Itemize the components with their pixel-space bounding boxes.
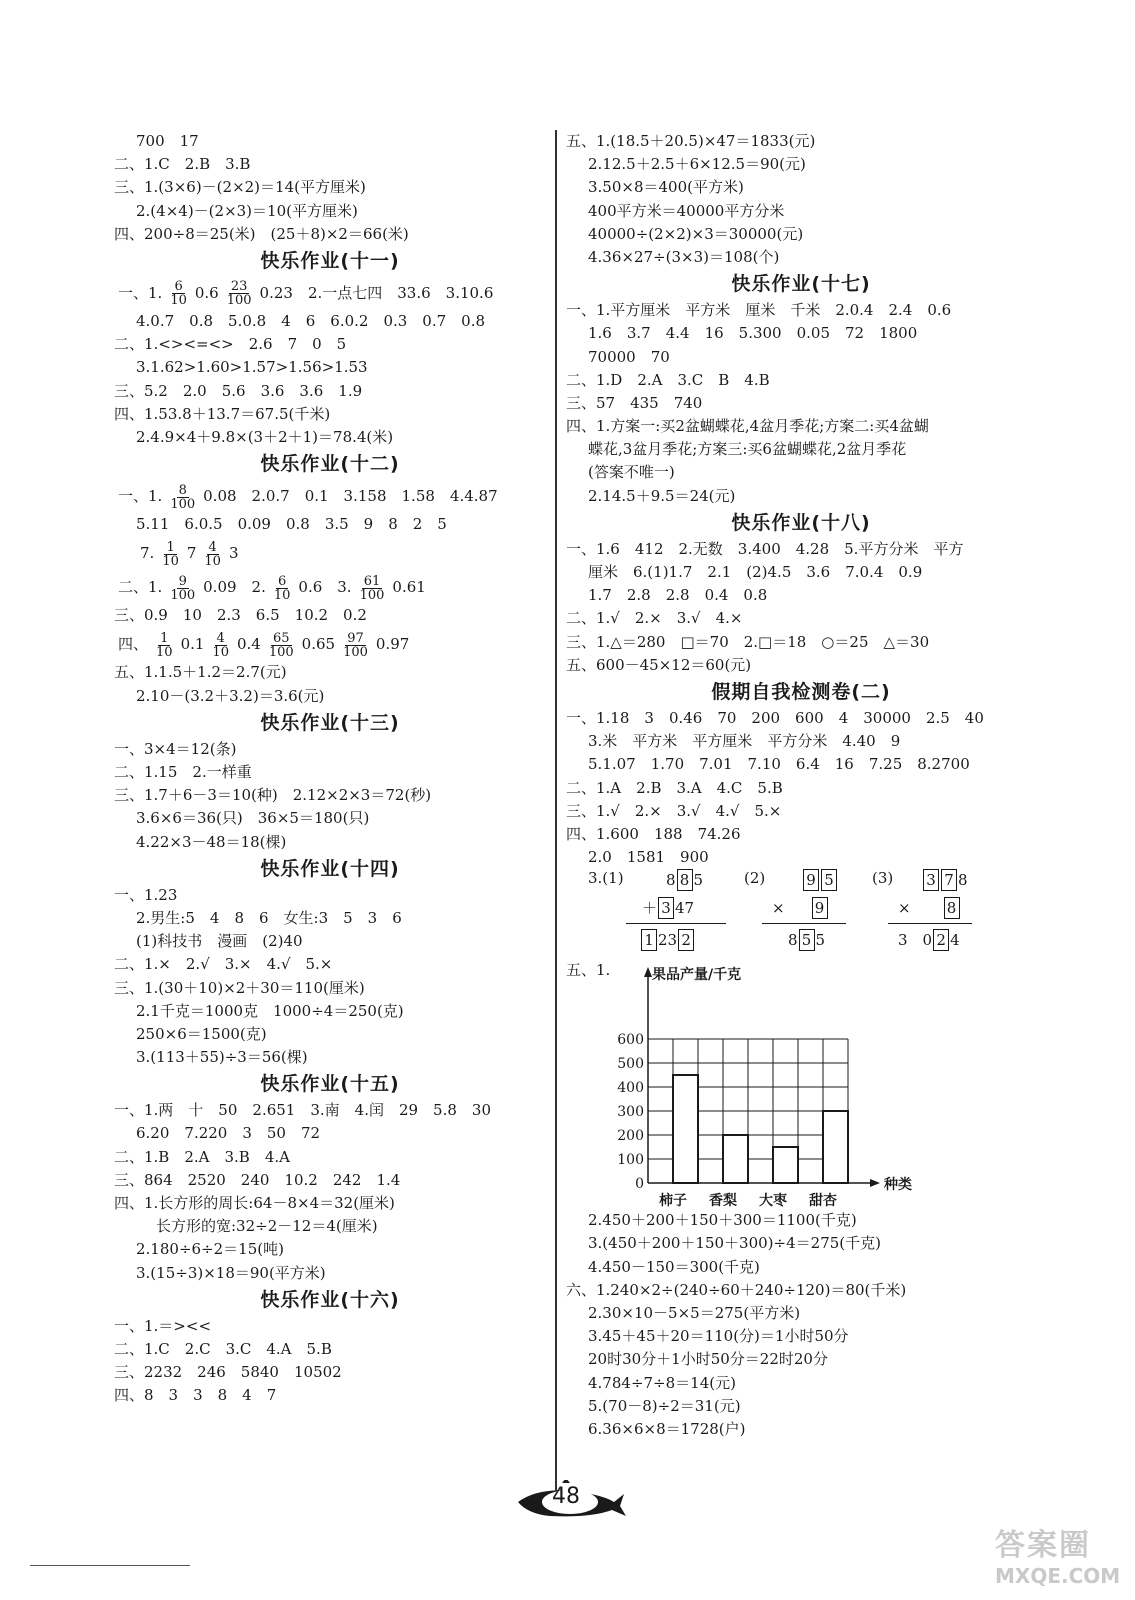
answer-line xyxy=(114,570,546,604)
watermark-logo xyxy=(995,1520,1125,1590)
times-sign: × xyxy=(898,899,911,918)
answer-line: 2.(4×4)－(2×3)＝10(平方厘米) xyxy=(136,201,358,220)
answer-box: 9 xyxy=(803,869,819,891)
section-title: 快乐作业(十二) xyxy=(260,453,400,476)
fraction xyxy=(360,575,385,602)
answer-text: 0.08 2.0.7 0.1 3.158 1.58 4.4.87 xyxy=(203,487,498,506)
answer-text: 一、1. xyxy=(118,487,163,506)
answer-line: 二、1.C 2.C 3.C 4.A 5.B xyxy=(114,1339,332,1358)
answer-text: 0.23 2.一点七四 33.6 3.10.6 xyxy=(259,283,494,302)
section-title: 假期自我检测卷(二) xyxy=(711,680,891,703)
answer-line: 20时30分＋1小时50分＝22时20分 xyxy=(588,1350,828,1369)
numerator: 6 xyxy=(277,573,287,589)
answer-text: 0.61 xyxy=(392,578,426,597)
product-line xyxy=(762,923,846,924)
answer-line: 长方形的宽:32÷2－12＝4(厘米) xyxy=(156,1217,378,1236)
answer-line: 70000 70 xyxy=(588,347,670,366)
denominator: 10 xyxy=(170,293,187,309)
denominator: 100 xyxy=(170,587,196,603)
answer-box: 3 xyxy=(658,897,674,919)
digit: 47 xyxy=(675,899,695,918)
denominator: 100 xyxy=(226,293,252,309)
fraction xyxy=(204,541,221,568)
fraction xyxy=(162,541,179,568)
x-axis-label: 种类 xyxy=(884,1177,912,1194)
answer-line: 一、1.18 3 0.46 70 200 600 4 30000 2.5 40 xyxy=(566,708,984,727)
fraction xyxy=(227,280,252,307)
numerator: 97 xyxy=(347,630,364,646)
y-tick-label: 0 xyxy=(635,1176,644,1193)
bar xyxy=(723,1135,748,1183)
answer-line: 3.6×6＝36(只) 36×5＝180(只) xyxy=(136,809,370,828)
answer-line: 四、1.长方形的周长:64－8×4＝32(厘米) xyxy=(114,1194,395,1212)
answer-line: 3.45＋45＋20＝110(分)＝1小时50分 xyxy=(588,1327,849,1346)
answer-line: 一、1.两 十 50 2.651 3.南 4.闰 29 5.8 30 xyxy=(114,1101,491,1120)
answer-text: 0.4 xyxy=(236,635,261,654)
answer-line: 3.(15÷3)×18＝90(平方米) xyxy=(136,1263,326,1282)
product-line xyxy=(888,923,972,924)
answer-text: 0.09 2. xyxy=(203,578,266,597)
answer-line: 五、1.1.5＋1.2＝2.7(元) xyxy=(114,663,287,682)
chart-question-label: 五、1. xyxy=(566,961,611,980)
answer-line: 一、1.6 412 2.无数 3.400 4.28 5.平方分米 平方 xyxy=(566,539,964,558)
denominator: 100 xyxy=(268,644,294,660)
right-top-block xyxy=(566,130,1036,869)
column-divider xyxy=(555,130,557,1500)
answer-line: 6.20 7.220 3 50 72 xyxy=(136,1124,321,1143)
answer-line: 蝶花,3盆月季花;方案三:买6盆蝴蝶花,2盆月季花 xyxy=(588,440,907,459)
answer-line: 三、5.2 2.0 5.6 3.6 3.6 1.9 xyxy=(114,381,363,400)
answer-line xyxy=(114,627,546,661)
fraction xyxy=(170,575,195,602)
watermark-text: 答案圈 xyxy=(995,1528,1091,1563)
answer-line: 5.1.07 1.70 7.01 7.10 6.4 16 7.25 8.2700 xyxy=(588,755,970,774)
denominator: 100 xyxy=(343,644,368,660)
digit: 23 xyxy=(658,931,678,950)
category-label: 柿子 xyxy=(659,1193,687,1210)
category-label: 甜杏 xyxy=(809,1193,837,1210)
answer-line: 一、1.23 xyxy=(114,885,178,904)
answer-text: 0.6 3. xyxy=(298,578,352,597)
fraction xyxy=(170,280,187,307)
answer-text: 0.97 xyxy=(375,635,410,654)
answer-line: 400平方米＝40000平方分米 xyxy=(588,201,785,220)
answer-line: 三、1.(3×6)－(2×2)＝14(平方厘米) xyxy=(114,178,366,197)
y-tick-label: 100 xyxy=(617,1152,644,1169)
left-column xyxy=(114,130,546,1408)
category-label: 香梨 xyxy=(709,1193,737,1210)
answer-line: 3.米 平方米 平方厘米 平方分米 4.40 9 xyxy=(588,732,901,751)
answer-line: 三、1.(30＋10)×2＋30＝110(厘米) xyxy=(114,978,365,997)
answer-line: 2.450＋200＋150＋300＝1100(千克) xyxy=(588,1211,857,1230)
answer-line: 四、1.600 188 74.26 xyxy=(566,824,741,843)
numerator: 65 xyxy=(272,630,290,646)
answer-line: 二、1.× 2.√ 3.× 4.√ 5.× xyxy=(114,955,333,974)
answer-line: 40000÷(2×2)×3＝30000(元) xyxy=(588,224,804,243)
bar xyxy=(823,1111,848,1183)
answer-line: 二、1.√ 2.× 3.√ 4.× xyxy=(566,609,743,628)
fraction xyxy=(170,484,195,511)
answer-box: 1 xyxy=(641,929,657,951)
numerator: 4 xyxy=(216,630,225,646)
answer-line: 5.(70－8)÷2＝31(元) xyxy=(588,1396,741,1415)
problem-label: (2) xyxy=(744,869,766,888)
section-title: 快乐作业(十四) xyxy=(260,857,400,880)
arith-problem-1 xyxy=(616,869,736,959)
x-axis-arrow xyxy=(870,1179,880,1187)
section-title: 快乐作业(十三) xyxy=(260,711,400,734)
times-sign: × xyxy=(772,899,785,918)
fraction xyxy=(269,632,294,659)
denominator: 10 xyxy=(204,553,221,569)
digit: 8 xyxy=(958,871,968,890)
numerator: 4 xyxy=(208,539,217,555)
answer-line: 二、1.15 2.一样重 xyxy=(114,763,252,781)
answer-line: 2.12.5＋2.5＋6×12.5＝90(元) xyxy=(588,155,806,174)
answer-line: 4.22×3－48＝18(棵) xyxy=(136,832,287,851)
answer-line: 三、0.9 10 2.3 6.5 10.2 0.2 xyxy=(114,606,367,625)
answer-text: 0.6 xyxy=(194,283,219,302)
answer-text: 二、1. xyxy=(118,578,163,597)
answer-box: 7 xyxy=(941,869,957,891)
answer-box: 8 xyxy=(677,869,693,891)
answer-line: 五、1.(18.5＋20.5)×47＝1833(元) xyxy=(566,132,816,150)
page-number: 48 xyxy=(552,1484,580,1509)
answer-line: 4.0.7 0.8 5.0.8 4 6 6.0.2 0.3 0.7 0.8 xyxy=(136,311,486,330)
arith-problem-2 xyxy=(744,869,864,959)
numerator: 1 xyxy=(160,630,169,646)
answer-line: 2.0 1581 900 xyxy=(588,848,709,867)
fraction xyxy=(156,632,173,659)
fraction xyxy=(212,632,229,659)
bar xyxy=(773,1147,798,1183)
bar-chart-block xyxy=(566,959,1036,1209)
numerator: 6 xyxy=(174,279,183,295)
answer-box: 5 xyxy=(799,929,815,951)
digit: 4 xyxy=(950,931,960,950)
answer-line: 三、864 2520 240 10.2 242 1.4 xyxy=(114,1170,401,1189)
answer-line: 2.男生:5 4 8 6 女生:3 5 3 6 xyxy=(136,908,402,927)
answer-line: 一、1.平方厘米 平方米 厘米 千米 2.0.4 2.4 0.6 xyxy=(566,301,952,320)
answer-line xyxy=(114,276,546,310)
digit: 5 xyxy=(693,871,704,890)
digit: 8 xyxy=(788,931,798,950)
section-title: 快乐作业(十五) xyxy=(260,1073,400,1096)
fraction xyxy=(343,632,368,659)
arith-label: 3.(1) xyxy=(588,869,624,888)
answer-line: 4.450－150＝300(千克) xyxy=(588,1257,760,1276)
y-tick-label: 300 xyxy=(617,1104,644,1121)
answer-text: 一、1. xyxy=(118,283,163,302)
answer-box: 2 xyxy=(933,929,949,951)
answer-line: 6.36×6×8＝1728(户) xyxy=(588,1419,746,1438)
answer-line: 厘米 6.(1)1.7 2.1 (2)4.5 3.6 7.0.4 0.9 xyxy=(588,563,923,581)
answer-line: 二、1.A 2.B 3.A 4.C 5.B xyxy=(566,778,783,797)
right-column xyxy=(566,130,1036,1441)
answer-text: 3 xyxy=(228,544,239,563)
answer-box: 5 xyxy=(821,869,837,891)
y-tick-label: 500 xyxy=(617,1056,644,1073)
y-tick-label: 200 xyxy=(617,1128,644,1145)
answer-box: 9 xyxy=(812,897,828,919)
category-label: 大枣 xyxy=(759,1193,787,1210)
answer-line: 4.784÷7÷8＝14(元) xyxy=(588,1373,736,1392)
numerator: 61 xyxy=(363,573,381,589)
denominator: 100 xyxy=(170,496,196,512)
vertical-arithmetic xyxy=(566,869,1036,959)
section-title: 快乐作业(十六) xyxy=(260,1288,400,1311)
answer-line: 一、3×4＝12(条) xyxy=(114,739,237,758)
answer-line: 2.1千克＝1000克 1000÷4＝250(克) xyxy=(136,1001,404,1020)
sum-line xyxy=(626,923,726,924)
y-axis-arrow xyxy=(644,967,652,977)
answer-line: 四、1.方案一:买2盆蝴蝶花,4盆月季花;方案二:买4盆蝴 xyxy=(566,417,929,436)
answer-line xyxy=(114,479,546,513)
answer-box: 2 xyxy=(678,929,694,951)
denominator: 100 xyxy=(359,587,385,603)
denominator: 10 xyxy=(162,553,179,569)
answer-line: 二、1.D 2.A 3.C B 4.B xyxy=(566,370,770,389)
answer-line: 六、1.240×2÷(240÷60＋240÷120)＝80(千米) xyxy=(566,1280,907,1299)
answer-line: 二、1.<><=<> 2.6 7 0 5 xyxy=(114,335,347,354)
answer-line: 3.1.62>1.60>1.57>1.56>1.53 xyxy=(136,358,368,377)
answer-line: 二、1.C 2.B 3.B xyxy=(114,155,251,174)
answer-text: 0.65 xyxy=(301,635,336,654)
right-bottom-block xyxy=(566,1209,1036,1441)
numerator: 8 xyxy=(178,482,187,498)
numerator: 23 xyxy=(230,279,248,295)
section-title: 快乐作业(十七) xyxy=(731,273,871,296)
answer-line: 2.30×10－5×5＝275(平方米) xyxy=(588,1304,801,1322)
answer-text: 0.1 xyxy=(180,635,205,654)
answer-line xyxy=(114,536,546,570)
digit: 3 0 xyxy=(898,931,933,950)
fraction xyxy=(274,575,291,602)
answer-line: 1.6 3.7 4.4 16 5.300 0.05 72 1800 xyxy=(588,324,918,343)
answer-line: 4.36×27÷(3×3)＝108(个) xyxy=(588,247,780,266)
answer-line: 四、8 3 3 8 4 7 xyxy=(114,1386,277,1405)
answer-line: 3.(450＋200＋150＋300)÷4＝275(千克) xyxy=(588,1234,881,1253)
answer-line: 二、1.B 2.A 3.B 4.A xyxy=(114,1147,290,1166)
y-axis-label: 果品产量/千克 xyxy=(652,967,742,984)
answer-line: (1)科技书 漫画 (2)40 xyxy=(136,932,303,951)
answer-line: 700 17 xyxy=(136,132,199,150)
answer-line: 5.11 6.0.5 0.09 0.8 3.5 9 8 2 5 xyxy=(136,515,447,534)
numerator: 1 xyxy=(166,539,175,555)
answer-line: 2.14.5＋9.5＝24(元) xyxy=(588,486,736,505)
y-tick-label: 600 xyxy=(617,1032,644,1049)
arith-problem-3 xyxy=(872,869,992,959)
fruit-yield-chart xyxy=(566,959,1036,1209)
answer-line: 三、1.√ 2.× 3.√ 4.√ 5.× xyxy=(566,801,782,820)
answer-line: 250×6＝1500(克) xyxy=(136,1024,267,1043)
answer-box: 3 xyxy=(923,869,939,891)
answer-line: 1.7 2.8 2.8 0.4 0.8 xyxy=(588,586,768,605)
answer-line: 三、2232 246 5840 10502 xyxy=(114,1363,342,1382)
bar xyxy=(673,1075,698,1183)
digit: 8 xyxy=(666,871,676,890)
numerator: 9 xyxy=(178,573,187,589)
answer-line: 3.(113＋55)÷3＝56(棵) xyxy=(136,1048,308,1067)
answer-line: 2.10－(3.2＋3.2)＝3.6(元) xyxy=(136,686,325,705)
section-title: 快乐作业(十一) xyxy=(260,249,400,272)
answer-box: 8 xyxy=(944,897,960,919)
answer-line: 2.4.9×4＋9.8×(3＋2＋1)＝78.4(米) xyxy=(136,427,394,446)
plus-sign: ＋ xyxy=(642,899,658,918)
answer-text: 四、 xyxy=(118,635,149,654)
section-title: 快乐作业(十八) xyxy=(731,511,871,534)
answer-line: 3.50×8＝400(平方米) xyxy=(588,178,744,197)
answer-line: 三、1.7＋6－3＝10(种) 2.12×2×3＝72(秒) xyxy=(114,786,432,805)
answer-line: 一、1.＝><< xyxy=(114,1316,212,1335)
answer-line: 三、57 435 740 xyxy=(566,393,703,412)
answer-line: 2.180÷6÷2＝15(吨) xyxy=(136,1240,284,1259)
answer-line: 四、1.53.8＋13.7＝67.5(千米) xyxy=(114,404,331,423)
problem-label: (3) xyxy=(872,869,894,888)
answer-line: 三、1.△＝280 □＝70 2.□＝18 ○＝25 △＝30 xyxy=(566,632,930,651)
watermark-url: MXQE.COM xyxy=(995,1564,1121,1588)
answer-line: 五、600－45×12＝60(元) xyxy=(566,655,752,674)
y-tick-label: 400 xyxy=(617,1080,644,1097)
page-footer xyxy=(510,1480,630,1520)
denominator: 10 xyxy=(273,587,291,603)
denominator: 10 xyxy=(212,644,229,660)
digit: 5 xyxy=(815,931,826,950)
answer-text: 7. xyxy=(140,544,155,563)
answer-line: (答案不唯一) xyxy=(588,463,675,482)
answer-text: 7 xyxy=(186,544,197,563)
answer-line: 四、200÷8＝25(米) (25＋8)×2＝66(米) xyxy=(114,224,409,243)
bottom-rule xyxy=(30,1565,190,1566)
denominator: 10 xyxy=(156,644,173,660)
